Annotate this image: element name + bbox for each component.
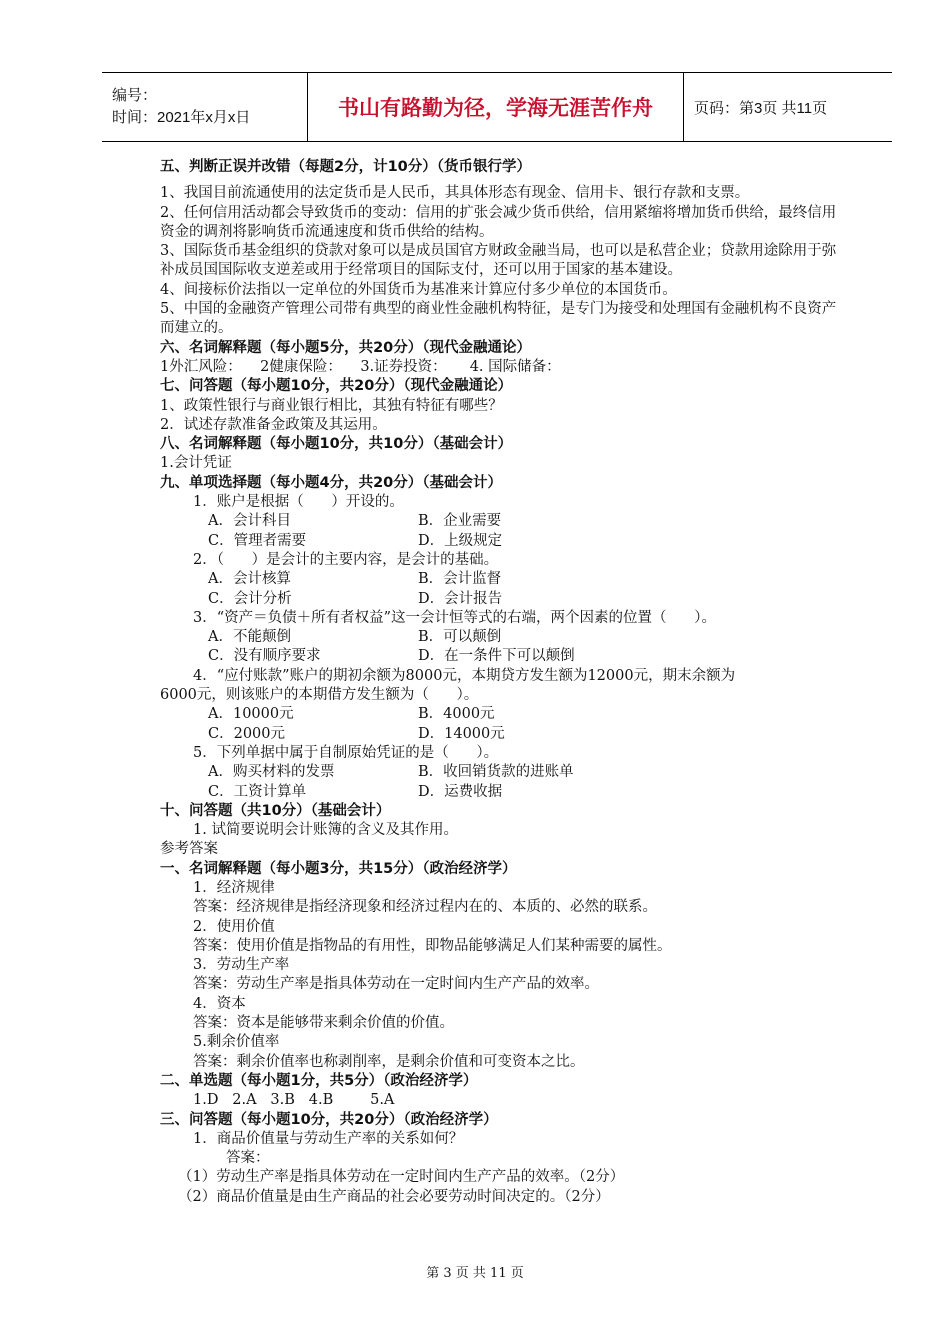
option: A．会计核算	[208, 571, 291, 588]
question-text: 3．“资产＝负债＋所有者权益”这一会计恒等式的右端，两个因素的位置（ ）。	[193, 609, 716, 626]
term: 2．使用价值	[193, 918, 275, 935]
page-footer: 第 3 页 共 11 页	[426, 1266, 524, 1281]
answer-text: 答案：剩余价值率也称剥削率，是剩余价值和可变资本之比。	[193, 1053, 585, 1070]
question-text: 3、国际货币基金组织的贷款对象可以是成员国官方财政金融当局，也可以是私营企业；贷款用途除用于弥补成员国国际收支逆差或用于经常项目的国际支付，还可以用于国家的基本建设。	[160, 243, 837, 279]
answer-text: 答案：使用价值是指物品的有用性，即物品能够满足人们某种需要的属性。	[193, 937, 672, 954]
option: A．10000元	[208, 706, 294, 723]
option: A．会计科目	[208, 513, 291, 530]
option: D．运费收据	[418, 783, 503, 800]
option-row	[160, 512, 850, 531]
question-text: 1.会计凭证	[160, 455, 232, 472]
question-text: 4、间接标价法指以一定单位的外国货币为基准来计算应付多少单位的本国货币。	[160, 281, 677, 298]
answer-text: 1.D 2.A 3.B 4.B 5.A	[193, 1092, 395, 1109]
section-title: 二、单选题（每小题1分，共5分）（政治经济学）	[160, 1072, 478, 1089]
option: C．会计分析	[208, 590, 292, 607]
document-body	[160, 158, 850, 1207]
time-label: 时间：2021年x月x日	[112, 109, 251, 126]
section-title: 七、问答题（每小题10分，共20分）（现代金融通论）	[160, 378, 513, 395]
option-row	[160, 725, 850, 744]
question-text: 2、任何信用活动都会导致货币的变动：信用的扩张会减少货币供给，信用紧缩将增加货币供给，最终信用资金的调剂将影响货币流通速度和货币供给的结构。	[160, 204, 837, 240]
reference-answer-title: 参考答案	[160, 841, 218, 858]
answer-text: 答案：劳动生产率是指具体劳动在一定时间内生产产品的效率。	[193, 976, 599, 993]
answer-text: 答案：资本是能够带来剩余价值的价值。	[193, 1015, 454, 1032]
section-title: 三、问答题（每小题10分，共20分）（政治经济学）	[160, 1111, 498, 1128]
section-title: 九、单项选择题（每小题4分，共20分）（基础会计）	[160, 474, 503, 491]
option: B．可以颠倒	[418, 629, 502, 646]
question-text: 1、政策性银行与商业银行相比，其独有特征有哪些？	[160, 397, 503, 414]
option: D．上级规定	[418, 532, 503, 549]
option: B．会计监督	[418, 571, 502, 588]
option: D．在一条件下可以颠倒	[418, 648, 575, 665]
option: D．14000元	[418, 725, 505, 742]
code-label: 编号：	[112, 87, 158, 104]
page-label: 页码：第3页 共11页	[694, 99, 828, 117]
option: B．收回销货款的进账单	[418, 764, 574, 781]
section-title: 五、判断正误并改错（每题2分，计10分）（货币银行学）	[160, 159, 532, 175]
term: 5.剩余价值率	[193, 1034, 280, 1051]
option: C．2000元	[208, 725, 285, 742]
answer-text: （2）商品价值量是由生产商品的社会必要劳动时间决定的。（2分）	[178, 1188, 610, 1205]
option: A．购买材料的发票	[208, 764, 335, 781]
header-left-cell	[102, 73, 307, 141]
option-row	[160, 532, 850, 551]
term: 4．资本	[193, 995, 246, 1012]
question-text: 6000元，则该账户的本期借方发生额为（ ）。	[160, 687, 479, 704]
option-row	[160, 628, 850, 647]
section-title: 十、问答题（共10分）（基础会计）	[160, 802, 391, 819]
header-table	[102, 72, 892, 142]
term: 1．经济规律	[193, 879, 275, 896]
question-text: 1. 试简要说明会计账簿的含义及其作用。	[193, 822, 458, 839]
question-text: 5、中国的金融资产管理公司带有典型的商业性金融机构特征，是专门为接受和处理国有金融机构不良资产而建立的。	[160, 301, 837, 337]
question-text: 1．商品价值量与劳动生产率的关系如何？	[193, 1130, 464, 1147]
motto: 书山有路勤为径，学海无涯苦作舟	[307, 73, 684, 141]
section-title: 六、名词解释题（每小题5分，共20分）（现代金融通论）	[160, 339, 532, 356]
section-title: 八、名词解释题（每小题10分，共10分）（基础会计）	[160, 436, 513, 453]
question-text: 1、我国目前流通使用的法定货币是人民币，其具体形态有现金、信用卡、银行存款和支票。	[160, 185, 750, 202]
question-text: 1外汇风险： 2健康保险： 3.证券投资： 4. 国际储备：	[160, 358, 561, 375]
option: B．4000元	[418, 706, 495, 723]
option-row	[160, 705, 850, 724]
term: 3．劳动生产率	[193, 957, 290, 974]
answer-text: （1）劳动生产率是指具体劳动在一定时间内生产产品的效率。（2分）	[178, 1169, 625, 1186]
question-text: 1．账户是根据（ ）开设的。	[193, 494, 404, 511]
option: C．管理者需要	[208, 532, 307, 549]
option: C．没有顺序要求	[208, 648, 321, 665]
question-text: 2．（ ）是会计的主要内容，是会计的基础。	[193, 551, 499, 568]
question-text: 4．“应付账款”账户的期初余额为8000元，本期贷方发生额为12000元，期末余额为	[193, 667, 736, 684]
option-row	[160, 570, 850, 589]
question-text: 5．下列单据中属于自制原始凭证的是（ ）。	[193, 744, 499, 761]
answer-label: 答案：	[226, 1150, 270, 1167]
answer-text: 答案：经济规律是指经济现象和经济过程内在的、本质的、必然的联系。	[193, 899, 657, 916]
option: B．企业需要	[418, 513, 502, 530]
option-row	[160, 763, 850, 782]
option: A．不能颠倒	[208, 629, 291, 646]
question-text: 2．试述存款准备金政策及其运用。	[160, 416, 387, 433]
option: D．会计报告	[418, 590, 503, 607]
option-row	[160, 647, 850, 666]
option-row	[160, 590, 850, 609]
option: C．工资计算单	[208, 783, 307, 800]
section-title: 一、名词解释题（每小题3分，共15分）（政治经济学）	[160, 860, 517, 877]
option-row	[160, 783, 850, 802]
